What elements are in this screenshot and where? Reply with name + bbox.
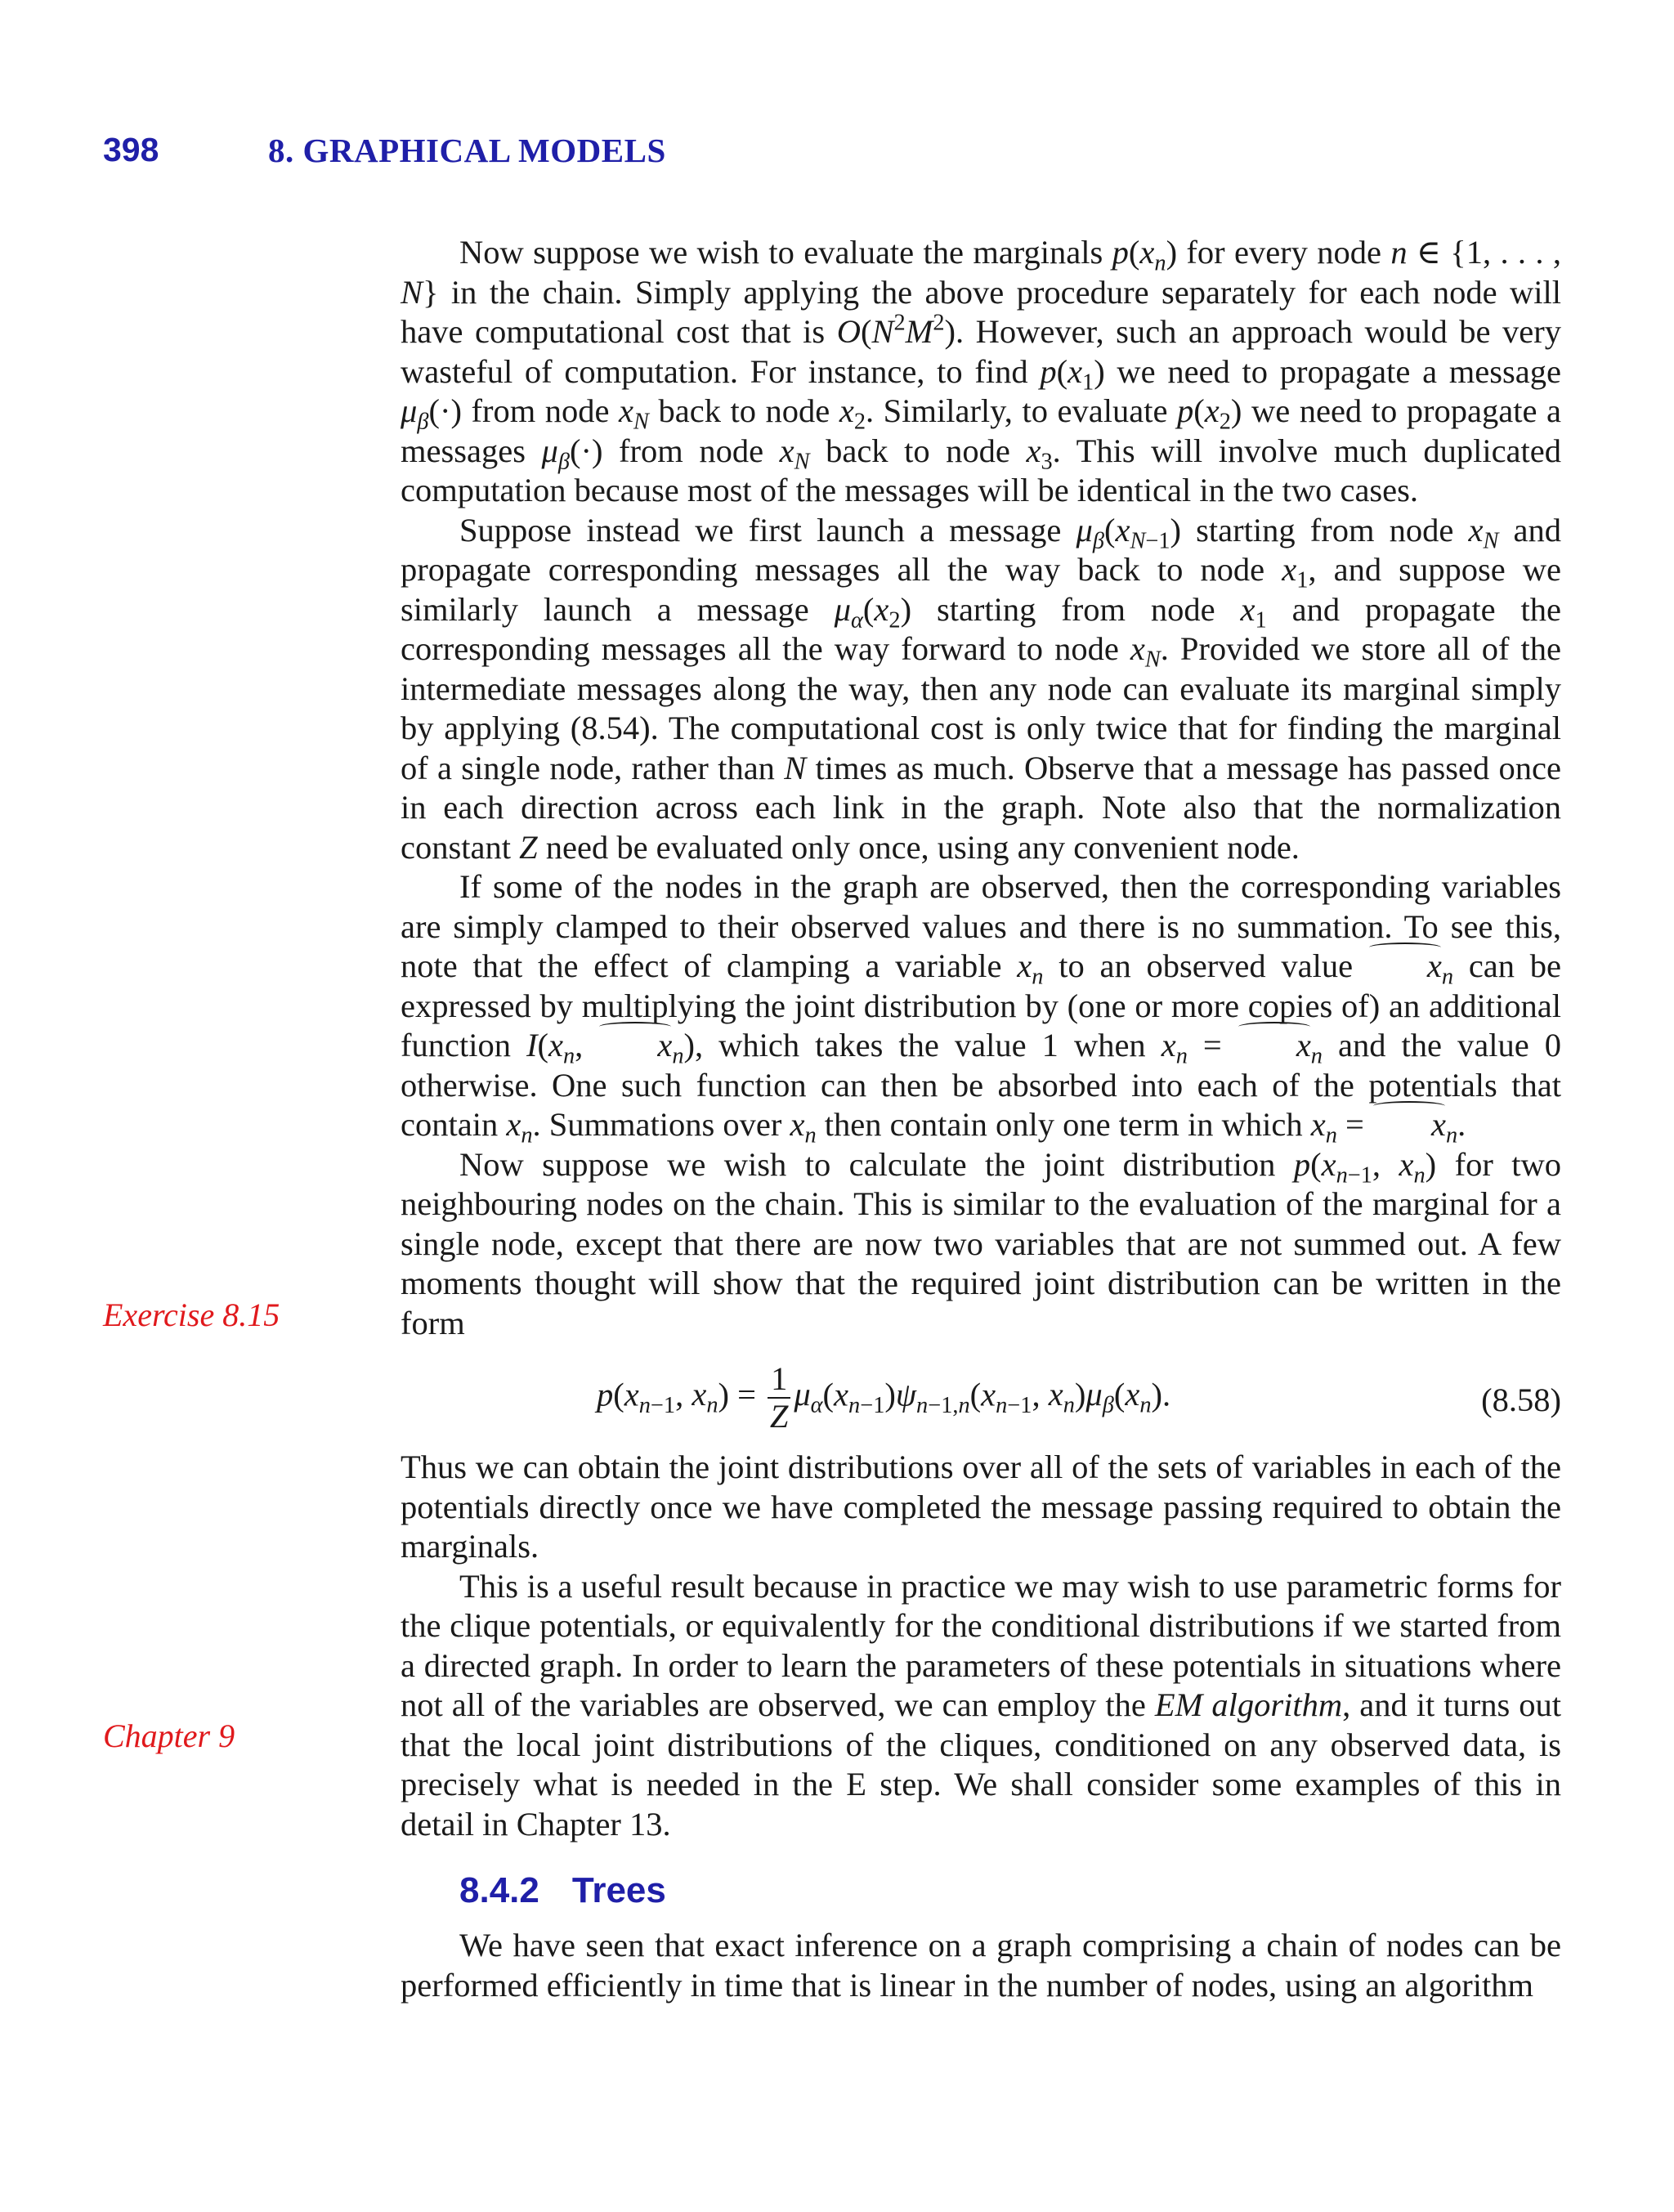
paragraph: We have seen that exact inference on a graph comprising a chain of nodes can be performed efficiently in time that is linear in the number of nodes, using an algorithm [401, 1927, 1561, 2004]
fraction [768, 1361, 790, 1435]
paragraph: This is a useful result because in practice we may wish to use parametric forms for the clique potentials, or equivalently for the conditional distributions if we started from a directed graph. In order to learn the parameters of these potentials in situations where not all of the variables are observed, we can employ the EM algorithm, and it turns out that the local joint distributions of the cliques, conditioned on any observed data, is precisely what is needed in the E step. We shall consider some examples of this in detail in Chapter 13. [401, 1567, 1561, 1843]
page-number: 398 [103, 131, 159, 168]
paragraph: Thus we can obtain the joint distributions over all of the sets of variables in each of the potentials directly once we have completed the message passing required to obtain the marginals. [401, 1449, 1561, 1565]
running-head: 8. GRAPHICAL MODELS [268, 132, 666, 169]
margin-note-chapter[interactable]: Chapter 9 [103, 1717, 235, 1754]
equation-number: (8.58) [1481, 1381, 1561, 1418]
em-algorithm-term: EM algorithm [1154, 1686, 1343, 1723]
body-text [401, 233, 1561, 2005]
fraction-denominator: Z [769, 1398, 789, 1435]
section-heading [459, 1862, 1561, 1919]
paragraph: Now suppose we wish to evaluate the marginals $p(x_n)$ for every node n ∈ {1, . . . , N} in the chain. Simply applying the above procedure separately for each node will have computational cost that is $O(N^2M^2)$. However, such an approach would be very wasteful of computation. For instance, to find $p(x_1)$ we need to propagate a message $\mu_\beta(\cdot)$ from node $x_N$ back to node $x_2$. Similarly, to evaluate $p(x_2)$ we need to propagate a messages $\mu_\beta(\cdot)$ from node $x_N$ back to node $x_3$. This will involve much duplicated computation because most of the messages will be identical in the two cases. [401, 234, 1562, 508]
section-number: 8.4.2 [459, 1870, 539, 1910]
paragraph: If some of the nodes in the graph are observed, then the corresponding variables are simply clamped to their observed values and there is no summation. To see this, note that the effect of clamping a variable $x_n$ to an observed value $x_n$ can be expressed by multiplying the joint distribution by (one or more copies of) an additional function $I(x_n$, $x_n$), which takes the value 1 when $x_n = x_n$ and the value 0 otherwise. One such function can then be absorbed into each of the potentials that contain $x_n$. Summations over $x_n$ then contain only one term in which $x_n = x_n$. [401, 868, 1562, 1149]
equation-8-58 [401, 1343, 1561, 1448]
section-title: Trees [571, 1870, 666, 1910]
margin-note-exercise[interactable]: Exercise 8.15 [103, 1296, 280, 1333]
paragraph: Now suppose we wish to calculate the joint distribution $p(x_{n-1}$, $x_n$) for two neighbouring nodes on the chain. This is similar to the evaluation of the marginal for a single node, except that there are now two variables that are not summed out. A few moments thought will show that the required joint distribution can be written in the form [401, 1145, 1562, 1341]
equation-body: $p(x_{n-1}$, $x_n$) = $\frac{1}{Z}$ $\mu_\alpha(x_{n-1})\psi_{n-1,n}(x_{n-1}$, $x_n)\mu_\beta(x_n)$. [597, 1360, 1171, 1435]
fraction-numerator: 1 [768, 1361, 790, 1399]
paragraph: Suppose instead we first launch a message $\mu_\beta(x_{N-1})$ starting from node $x_N$ and propagate corresponding messages all the way back to node $x_1$, and suppose we similarly launch a message $\mu_\alpha(x_2)$ starting from node $x_1$ and propagate the corresponding messages all the way forward to node $x_N$. Provided we store all of the intermediate messages along the way, then any node can evaluate its marginal simply by applying (8.54). The computational cost is only twice that for finding the marginal of a single node, rather than N times as much. Observe that a message has passed once in each direction across each link in the graph. Note also that the normalization constant Z need be evaluated only once, using any convenient node. [401, 511, 1562, 866]
